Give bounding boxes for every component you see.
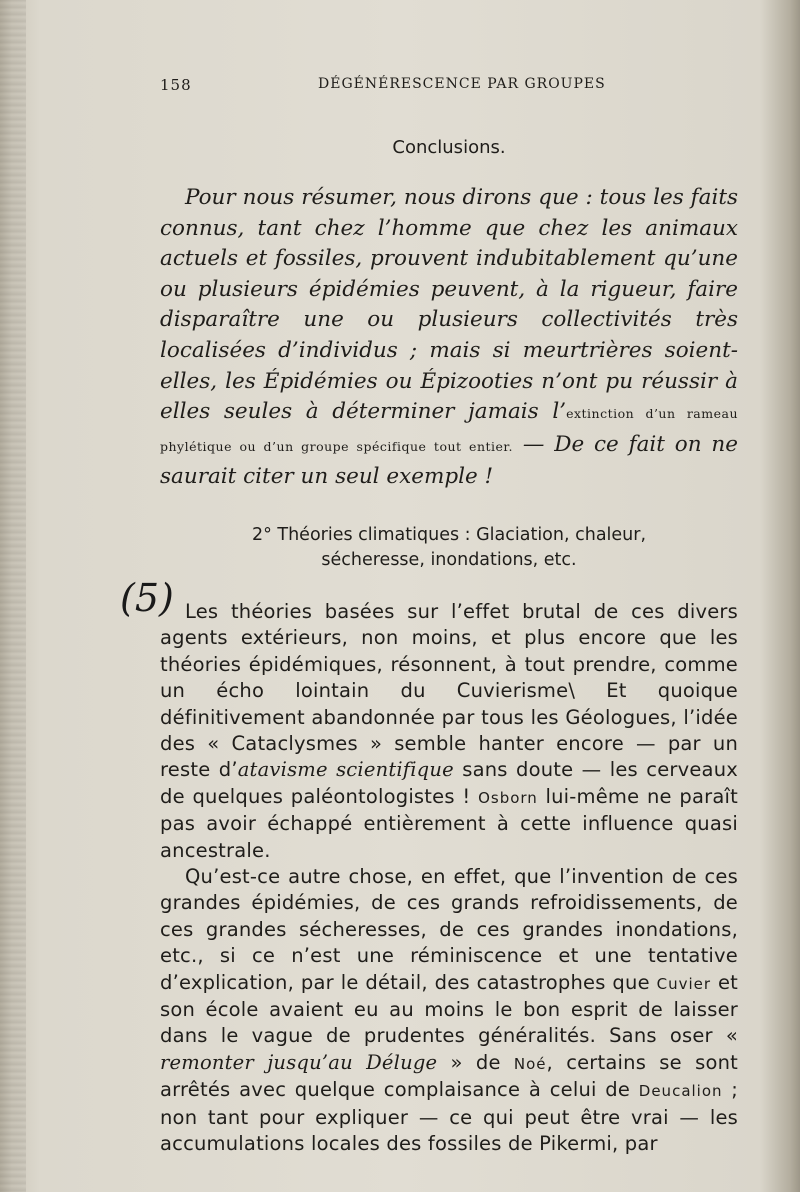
paragraph-theories: [160, 599, 738, 864]
section-2-title-line1: 2° Théories climatiques : Glaciation, chaleur,: [251, 524, 647, 545]
paragraph-catastrophes: [160, 864, 738, 1157]
running-title: DÉGÉNÉRESCENCE PAR GROUPES: [318, 76, 606, 92]
section-2-heading: [160, 523, 738, 573]
conclusions-paragraph: [160, 183, 738, 493]
conclusions-heading: Conclusions.: [392, 137, 506, 158]
paragraph1-emphasis: atavisme scientifique: [237, 758, 454, 782]
paragraph1-text-a: Les théories basées sur l’effet brutal de ces divers agents extérieurs, non moins, et plus encore que les théories épidémiques, résonnent, à tout prendre, comme un écho lointain du Cuvierisme\ Et quoique définitivement abandonnée par tous les Géologues, l’idée des « Cataclysmes » semble hanter encore — par un reste d’: [160, 599, 738, 782]
conclusions-text-part1: Pour nous résumer, nous dirons que : tous les faits connus, tant chez l’homme que chez les animaux actuels et fossiles, prouvent indubitablement qu’une ou plusieurs épidémies peuvent, à la rigueur, faire disparaître une ou plusieurs collectivités très localisées d’individus ; mais si meurtrières soient-elles, les Épidémies ou Épizooties n’ont pu réussir à elles seules à déterminer jamais l’: [160, 185, 738, 425]
book-spine-edge: [0, 0, 26, 1192]
page-number: 158: [160, 76, 192, 94]
paragraph1-text-c: lui-même ne paraît pas avoir échappé entièrement à cette influence quasi ancestrale.: [160, 784, 738, 862]
paragraph2-text-b: et son école avaient eu au moins le bon esprit de laisser dans le vague de prudentes généralités. Sans oser «: [160, 970, 738, 1048]
author-cuvier: Cuvier: [656, 974, 712, 993]
author-osborn: Osborn: [478, 788, 538, 807]
name-deucalion: Deucalion: [638, 1082, 723, 1101]
paragraph2-text-c: » de: [437, 1050, 514, 1074]
paragraph2-text-e: ; non tant pour expliquer — ce qui peut être vrai — les accumulations locales des fossiles de Pikermi, par: [160, 1078, 738, 1156]
name-noe: Noé: [513, 1054, 547, 1073]
paragraph2-text-d: , certains se sont arrêtés avec quelque complaisance à celui de: [160, 1050, 738, 1102]
paragraph2-emphasis: remonter jusqu’au Déluge: [160, 1050, 438, 1074]
handwritten-margin-note: (5): [120, 576, 174, 620]
conclusions-text-part2: — De ce fait on ne saurait citer un seul exemple !: [160, 431, 738, 490]
paragraph1-text-b: sans doute — les cerveaux de quelques paléontologistes !: [160, 758, 739, 808]
section-2-title-line2: sécheresse, inondations, etc.: [321, 549, 577, 570]
running-head: [160, 66, 738, 94]
conclusions-smallcaps-text: extinction d’un rameau phylétique ou d’un groupe spécifique tout entier.: [160, 406, 738, 454]
paragraph2-text-a: Qu’est-ce autre chose, en effet, que l’invention de ces grandes épidémies, de ces grands refroidissements, de ces grandes sécheresses, de ces grandes inondations, etc., si ce n’est une réminiscence et une tentative d’explication, par le détail, des catastrophes que: [160, 865, 738, 994]
page-text-block: [160, 66, 738, 1157]
